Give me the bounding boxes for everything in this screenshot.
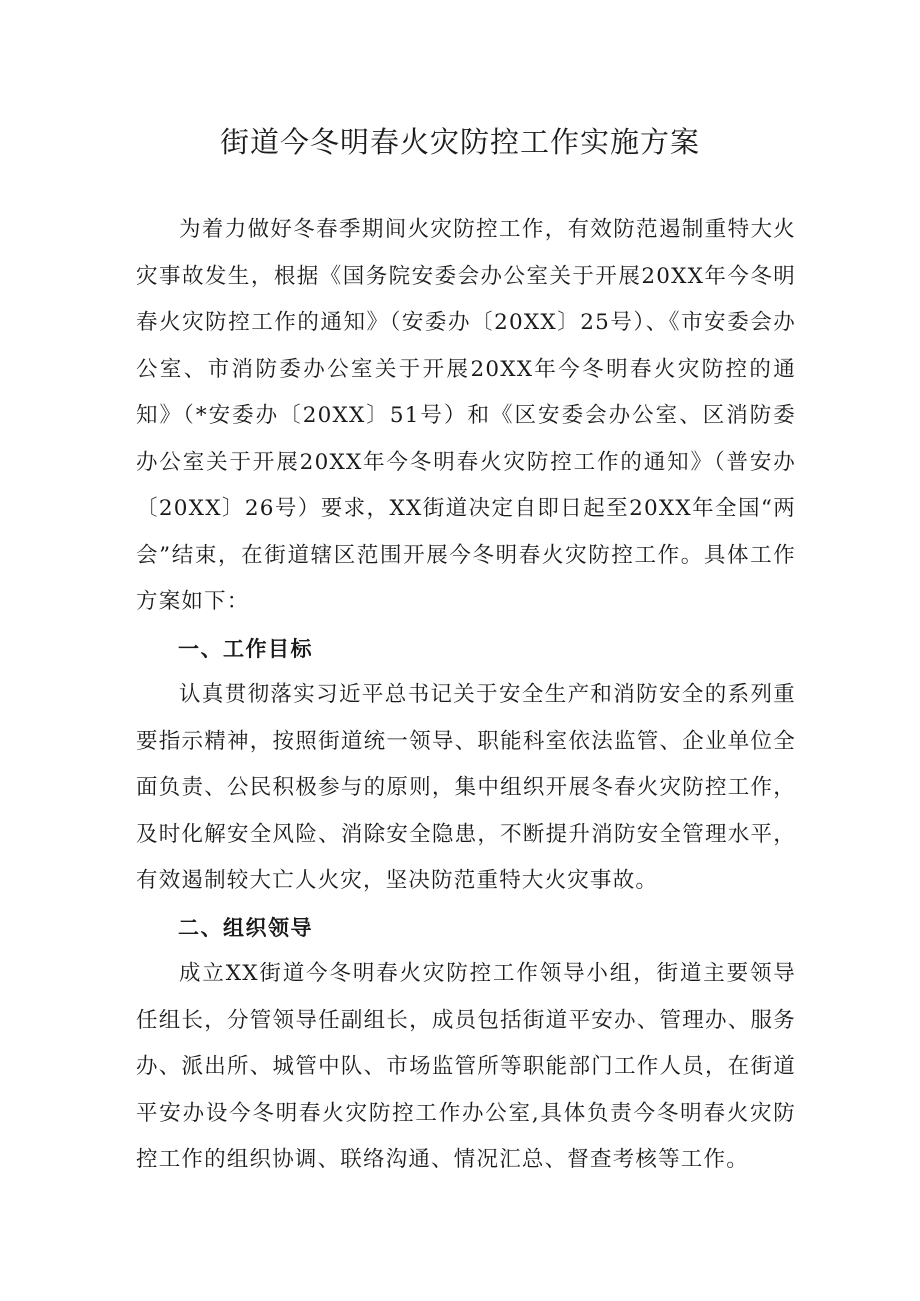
section-heading-organization: 二、组织领导 (178, 915, 313, 940)
intro-paragraph: 为着力做好冬春季期间火灾防控工作，有效防范遏制重特大火灾事故发生，根据《国务院安委会办公室关于开展20XX年今冬明春火灾防控工作的通知》（安委办〔20XX〕25号）、《市安委会办公室、市消防委办公室关于开展20XX年今冬明春火灾防控的通知》（*安委办〔20XX〕51号）和《区安委会办公室、区消防委办公室关于开展20XX年今冬明春火灾防控工作的通知》（普安办〔20XX〕26号）要求，XX街道决定自即日起至20XX年全国“两会”结束，在街道辖区范围开展今冬明春火灾防控工作。具体工作方案如下： (136, 217, 796, 614)
document-body (136, 207, 796, 1184)
section-text-organization: 成立XX街道今冬明春火灾防控工作领导小组，街道主要领导任组长，分管领导任副组长，成员包括街道平安办、管理办、服务办、派出所、城管中队、市场监管所等职能部门工作人员，在街道平安办设今冬明春火灾防控工作办公室,具体负责今冬明春火灾防控工作的组织协调、联络沟通、情况汇总、督查考核等工作。 (136, 961, 796, 1172)
section-text-goals: 认真贯彻落实习近平总书记关于安全生产和消防安全的系列重要指示精神，按照街道统一领导、职能科室依法监管、企业单位全面负责、公民积极参与的原则，集中组织开展冬春火灾防控工作，及时化解安全风险、消除安全隐患，不断提升消防安全管理水平，有效遏制较大亡人火灾，坚决防范重特大火灾事故。 (136, 682, 796, 893)
document-title: 街道今冬明春火灾防控工作实施方案 (219, 125, 700, 159)
section-heading-goals: 一、工作目标 (178, 636, 313, 661)
